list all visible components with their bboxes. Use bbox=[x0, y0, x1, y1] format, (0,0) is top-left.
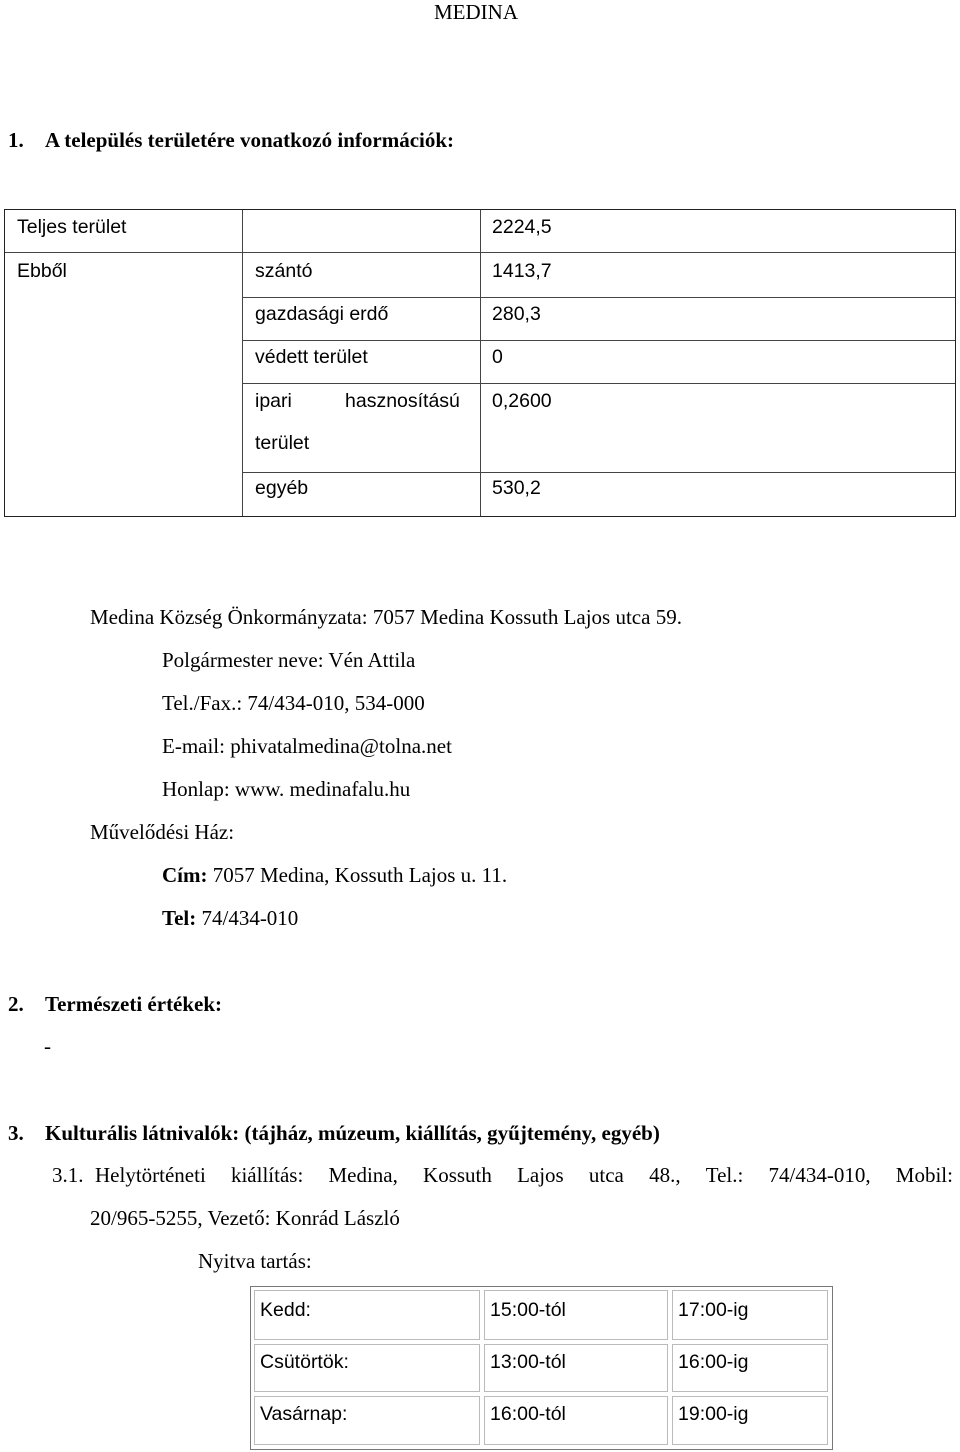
area-row-label: egyéb bbox=[255, 477, 309, 499]
area-row-label: terület bbox=[255, 432, 310, 454]
hours-from: 13:00-tól bbox=[490, 1351, 566, 1373]
item-word: 48., bbox=[649, 1163, 681, 1187]
opening-hours-table bbox=[250, 1286, 833, 1450]
area-row-value: 530,2 bbox=[492, 477, 541, 499]
address-value: 7057 Medina, Kossuth Lajos u. 11. bbox=[212, 863, 508, 887]
item-description-line1 bbox=[95, 1165, 953, 1186]
municipality-address: Medina Község Önkormányzata: 7057 Medina Kossuth Lajos utca 59. bbox=[90, 605, 682, 629]
hours-day: Vasárnap: bbox=[260, 1403, 348, 1425]
area-row-value: 1413,7 bbox=[492, 260, 552, 282]
hours-from: 15:00-tól bbox=[490, 1299, 566, 1321]
item-word: Mobil: bbox=[895, 1163, 953, 1187]
culture-house-title: Művelődési Ház: bbox=[90, 820, 235, 844]
area-row-label: hasznosítású bbox=[345, 390, 460, 412]
section-2-heading: Természeti értékek: bbox=[45, 992, 223, 1016]
hours-from: 16:00-tól bbox=[490, 1403, 566, 1425]
area-row-label: védett terület bbox=[255, 346, 368, 368]
area-table bbox=[4, 209, 956, 517]
opening-hours-label: Nyitva tartás: bbox=[198, 1249, 312, 1273]
area-row-value: 0,2600 bbox=[492, 390, 552, 412]
municipality-website: Honlap: www. medinafalu.hu bbox=[162, 777, 411, 801]
item-description-line2: 20/965-5255, Vezető: Konrád László bbox=[90, 1206, 400, 1230]
of-which-label: Ebből bbox=[17, 260, 67, 282]
area-row-label: ipari bbox=[255, 390, 292, 412]
municipality-phone: Tel./Fax.: 74/434-010, 534-000 bbox=[162, 691, 425, 715]
mayor-name: Polgármester neve: Vén Attila bbox=[162, 648, 416, 672]
item-word: Kossuth bbox=[423, 1163, 492, 1187]
section-1-number: 1. bbox=[8, 128, 24, 152]
section-3-number: 3. bbox=[8, 1121, 24, 1145]
culture-house-address bbox=[162, 865, 507, 886]
phone-value: 74/434-010 bbox=[201, 906, 299, 930]
hours-to: 19:00-ig bbox=[678, 1403, 749, 1425]
item-word: Tel.: bbox=[705, 1163, 744, 1187]
item-word: Lajos bbox=[517, 1163, 564, 1187]
item-word: kiállítás: bbox=[230, 1163, 304, 1187]
item-word: Medina, bbox=[328, 1163, 398, 1187]
area-row-label: szántó bbox=[255, 260, 313, 282]
section-2-content: - bbox=[44, 1034, 51, 1058]
total-area-label: Teljes terület bbox=[17, 216, 127, 238]
section-3-heading: Kulturális látnivalók: (tájház, múzeum, kiállítás, gyűjtemény, egyéb) bbox=[45, 1121, 660, 1145]
area-row-label: gazdasági erdő bbox=[255, 303, 389, 325]
total-area-value: 2224,5 bbox=[492, 216, 552, 238]
item-word: 74/434-010, bbox=[768, 1163, 871, 1187]
culture-house-phone bbox=[162, 908, 298, 929]
hours-day: Csütörtök: bbox=[260, 1351, 349, 1373]
hours-day: Kedd: bbox=[260, 1299, 311, 1321]
address-label: Cím: bbox=[162, 863, 208, 887]
section-1-heading: A település területére vonatkozó információk: bbox=[45, 128, 455, 152]
document-title: MEDINA bbox=[434, 0, 518, 24]
area-row-value: 0 bbox=[492, 346, 503, 368]
section-2-number: 2. bbox=[8, 992, 24, 1016]
hours-to: 17:00-ig bbox=[678, 1299, 749, 1321]
municipality-email: E-mail: phivatalmedina@tolna.net bbox=[162, 734, 452, 758]
item-word: utca bbox=[588, 1163, 624, 1187]
hours-to: 16:00-ig bbox=[678, 1351, 749, 1373]
item-word: Helytörténeti bbox=[95, 1163, 206, 1187]
item-number: 3.1. bbox=[52, 1163, 84, 1187]
phone-label: Tel: bbox=[162, 906, 197, 930]
area-row-value: 280,3 bbox=[492, 303, 541, 325]
